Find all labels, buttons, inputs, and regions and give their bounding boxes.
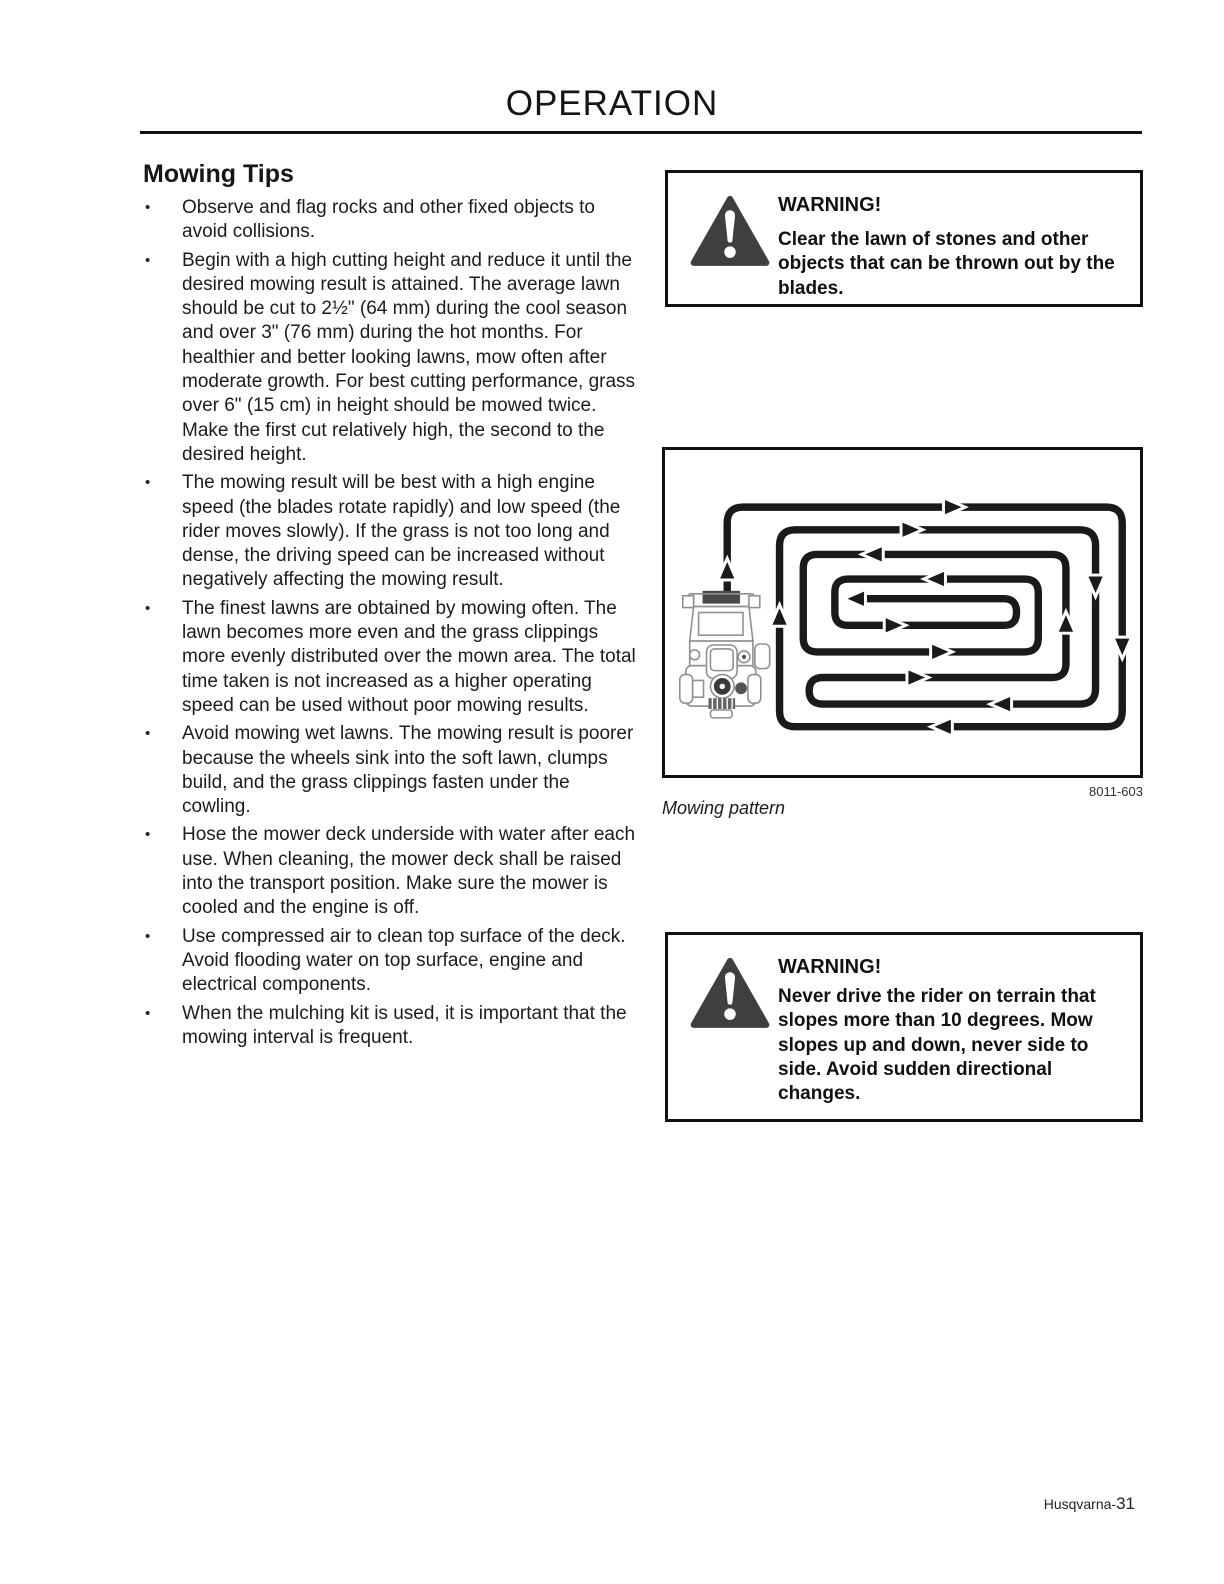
list-item-text: The finest lawns are obtained by mowing often. The lawn becomes more even and the grass clippings more evenly distributed over the mown area. The total time taken is not increased as a higher operating speed can be used without poor mowing results. — [182, 597, 636, 716]
warning-body: Clear the lawn of stones and other objects that can be thrown out by the blades. — [778, 229, 1115, 299]
list-item-text: Hose the mower deck underside with water after each use. When cleaning, the mower deck shall be raised into the transport position. Make sure the mower is cooled and the engine is off. — [182, 824, 636, 919]
warning-triangle-icon — [690, 956, 770, 1029]
list-item — [145, 823, 639, 920]
list-item-text: Observe and flag rocks and other fixed objects to avoid collisions. — [182, 197, 595, 243]
list-item — [145, 597, 639, 718]
footer-page-number: 31 — [1116, 1494, 1135, 1513]
footer-brand: Husqvarna- — [1043, 1496, 1117, 1512]
bullet-icon: • — [145, 826, 151, 844]
warning-box-slopes — [665, 932, 1143, 1122]
list-item — [145, 196, 639, 245]
warning-title: WARNING! — [778, 956, 882, 978]
list-item-text: Begin with a high cutting height and reduce it until the desired mowing result is attained. The average lawn should be cut to 2½" (64 mm) during the cool season and over 3" (76 mm) during the hot months. For healthier and better looking lawns, mow often after moderate growth. For best cutting performance, grass over 6" (15 cm) in height should be mowed twice. Make the first cut relatively high, the second to the desired height. — [182, 249, 636, 465]
list-item-text: The mowing result will be best with a high engine speed (the blades rotate rapidly) and low speed (the rider moves slowly). If the grass is not too long and dense, the driving speed can be increased without negatively affecting the mowing result. — [182, 472, 621, 591]
warning-title: WARNING! — [778, 194, 882, 216]
list-item-text: Avoid mowing wet lawns. The mowing result is poorer because the wheels sink into the soft lawn, clumps build, and the grass clippings fasten under the cowling. — [182, 723, 634, 818]
bullet-icon: • — [145, 474, 151, 492]
mowing-pattern-figure — [662, 447, 1143, 778]
list-item-text: Use compressed air to clean top surface of the deck. Avoid flooding water on top surface, engine and electrical components. — [182, 925, 626, 996]
warning-triangle-icon — [690, 194, 770, 267]
bullet-icon: • — [145, 199, 151, 216]
rider-mower-illustration — [680, 591, 770, 718]
page-title: OPERATION — [505, 84, 719, 123]
bullet-icon: • — [145, 927, 151, 945]
list-item — [145, 249, 639, 468]
bullet-icon: • — [145, 599, 151, 617]
figure-number: 8011-603 — [1089, 784, 1143, 799]
mowing-tips-heading: Mowing Tips — [143, 160, 294, 188]
list-item-text: When the mulching kit is used, it is important that the mowing interval is frequent. — [182, 1002, 627, 1048]
list-item — [145, 722, 639, 819]
mowing-tips-list — [145, 196, 639, 1054]
bullet-icon: • — [145, 1004, 151, 1022]
title-rule — [140, 131, 1142, 134]
list-item — [145, 471, 639, 592]
list-item — [145, 925, 639, 998]
list-item — [145, 1002, 639, 1051]
bullet-icon: • — [145, 251, 151, 269]
bullet-icon: • — [145, 725, 151, 743]
warning-box-stones — [665, 170, 1143, 307]
page-footer — [1044, 1494, 1135, 1514]
figure-caption: Mowing pattern — [662, 798, 786, 818]
warning-body: Never drive the rider on terrain that slopes more than 10 degrees. Mow slopes up and down, never side to side. Avoid sudden directional changes. — [778, 986, 1096, 1105]
